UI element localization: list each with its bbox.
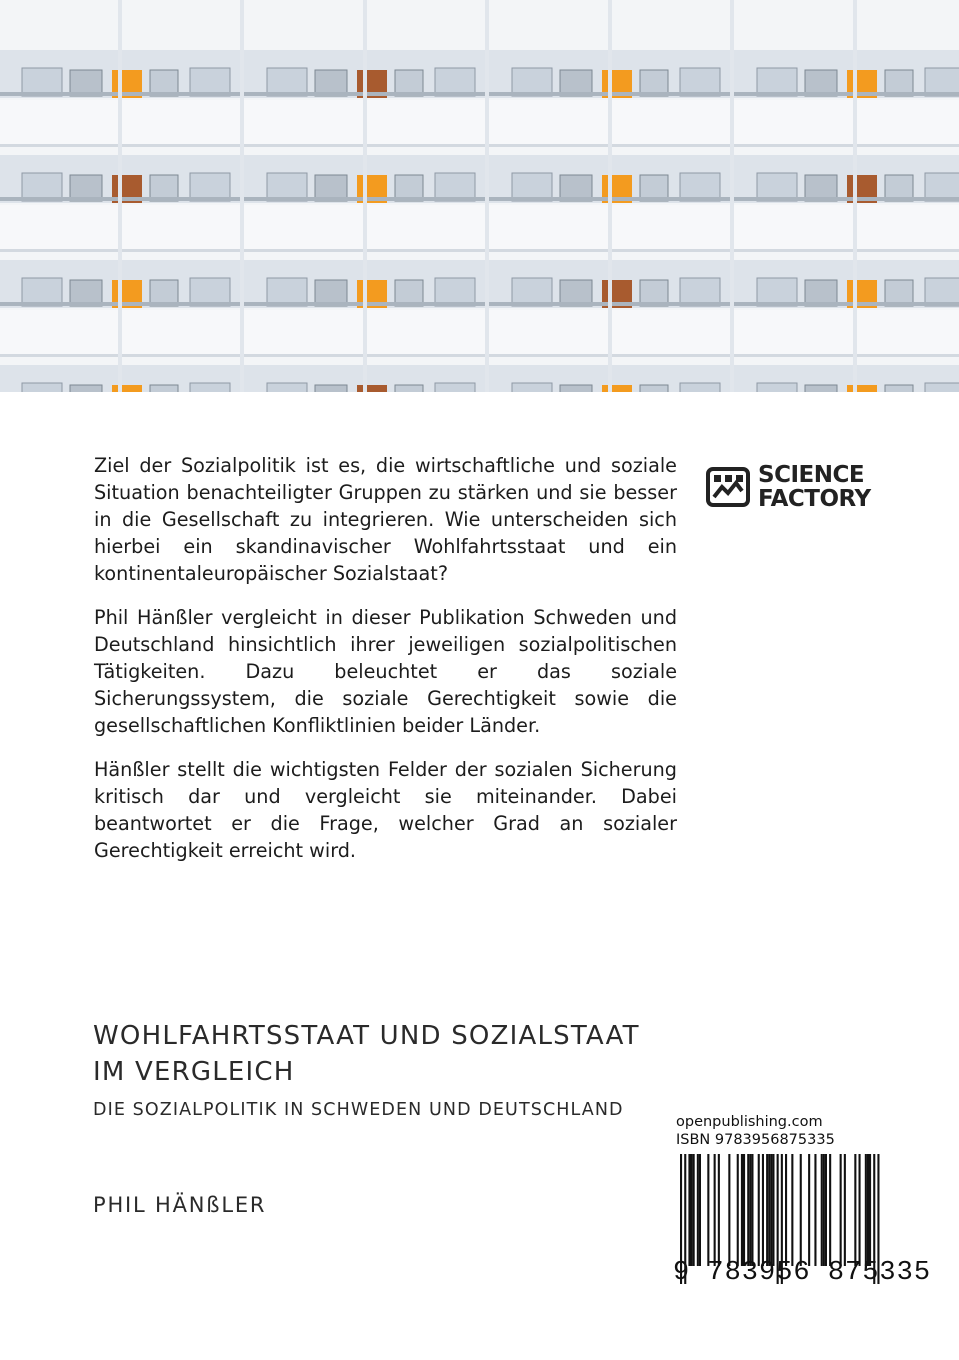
barcode-bar bbox=[772, 1154, 774, 1266]
barcode-bar bbox=[751, 1154, 753, 1266]
barcode-bar bbox=[768, 1154, 770, 1266]
science-factory-logo-icon bbox=[706, 465, 750, 509]
barcode-bar bbox=[697, 1154, 699, 1266]
barcode-bar bbox=[737, 1154, 739, 1266]
barcode-bar bbox=[791, 1154, 793, 1266]
book-title-line-1: WOHLFAHRTSSTAAT UND SOZIALSTAAT bbox=[93, 1021, 640, 1051]
book-title bbox=[93, 1018, 640, 1090]
barcode-bar bbox=[749, 1154, 751, 1266]
book-title-line-2: IM VERGLEICH bbox=[93, 1057, 295, 1087]
isbn-label: ISBN 9783956875335 bbox=[676, 1132, 835, 1148]
barcode-bar bbox=[808, 1154, 810, 1266]
barcode-bar bbox=[699, 1154, 701, 1266]
barcode-bar bbox=[693, 1154, 695, 1266]
barcode-bar bbox=[747, 1154, 749, 1266]
book-subtitle: DIE SOZIALPOLITIK IN SCHWEDEN UND DEUTSCHLAND bbox=[93, 1100, 624, 1120]
barcode-bar bbox=[859, 1154, 861, 1266]
barcode-bar bbox=[707, 1154, 709, 1266]
barcode-bar bbox=[762, 1154, 764, 1266]
blurb-paragraph-3: Hänßler stellt die wichtigsten Felder der sozialen Sicherung kritisch dar und vergleicht sie miteinander. Dabei beantwortet er die Frage, welcher Grad an sozialer Gerechtigkeit erreicht wird. bbox=[94, 758, 677, 862]
logo-wordmark bbox=[758, 463, 871, 511]
barcode-bar bbox=[814, 1154, 816, 1266]
publisher-url: openpublishing.com bbox=[676, 1114, 823, 1130]
barcode-bar bbox=[741, 1154, 743, 1266]
barcode-bar bbox=[821, 1154, 823, 1266]
barcode-bar bbox=[691, 1154, 693, 1266]
logo-line-1: SCIENCE bbox=[758, 462, 865, 488]
barcode-bar bbox=[688, 1154, 690, 1266]
barcode-bar bbox=[800, 1154, 802, 1266]
barcode-bar bbox=[770, 1154, 772, 1266]
barcode-bar bbox=[766, 1154, 768, 1266]
barcode-bar bbox=[854, 1154, 856, 1266]
barcode-bar bbox=[743, 1154, 745, 1266]
book-author: PHIL HÄNßLER bbox=[93, 1193, 267, 1217]
barcode-bar bbox=[829, 1154, 831, 1266]
blurb-paragraph-2: Phil Hänßler vergleicht in dieser Publikation Schweden und Deutschland hinsichtlich ihrer jeweiligen sozialpolitischen Tätigkeiten. Dazu beleuchtet er das soziale Sicherungssystem, die soziale Gerechtigkeit sowie die gesellschaftlichen Konfliktlinien beider Länder. bbox=[94, 606, 677, 737]
barcode-bar bbox=[714, 1154, 716, 1266]
barcode-bar bbox=[844, 1154, 846, 1266]
barcode-bar bbox=[758, 1154, 760, 1266]
isbn-digits: 9 783956 875335 bbox=[673, 1258, 932, 1288]
barcode-bar bbox=[865, 1154, 867, 1266]
barcode-bar bbox=[840, 1154, 842, 1266]
blurb-paragraph-1: Ziel der Sozialpolitik ist es, die wirtschaftliche und soziale Situation benachteiligter Gruppen zu stärken und sie besser in die Gesellschaft zu integrieren. Wie unterscheiden sich hierbei ein skandinavischer Wohlfahrtsstaat und ein kontinentaleuropäischer Sozialstaat? bbox=[94, 454, 677, 585]
logo-line-2: FACTORY bbox=[758, 486, 871, 512]
cover-photo bbox=[0, 0, 959, 392]
apartment-building-photo-icon bbox=[0, 0, 959, 392]
barcode-bar bbox=[867, 1154, 869, 1266]
barcode-bar bbox=[728, 1154, 730, 1266]
barcode-bar bbox=[869, 1154, 871, 1266]
science-factory-logo bbox=[706, 462, 871, 517]
barcode-bar bbox=[823, 1154, 825, 1266]
barcode-bar bbox=[825, 1154, 827, 1266]
blurb bbox=[94, 452, 677, 881]
barcode-bar bbox=[718, 1154, 720, 1266]
barcode-bar bbox=[785, 1154, 787, 1266]
